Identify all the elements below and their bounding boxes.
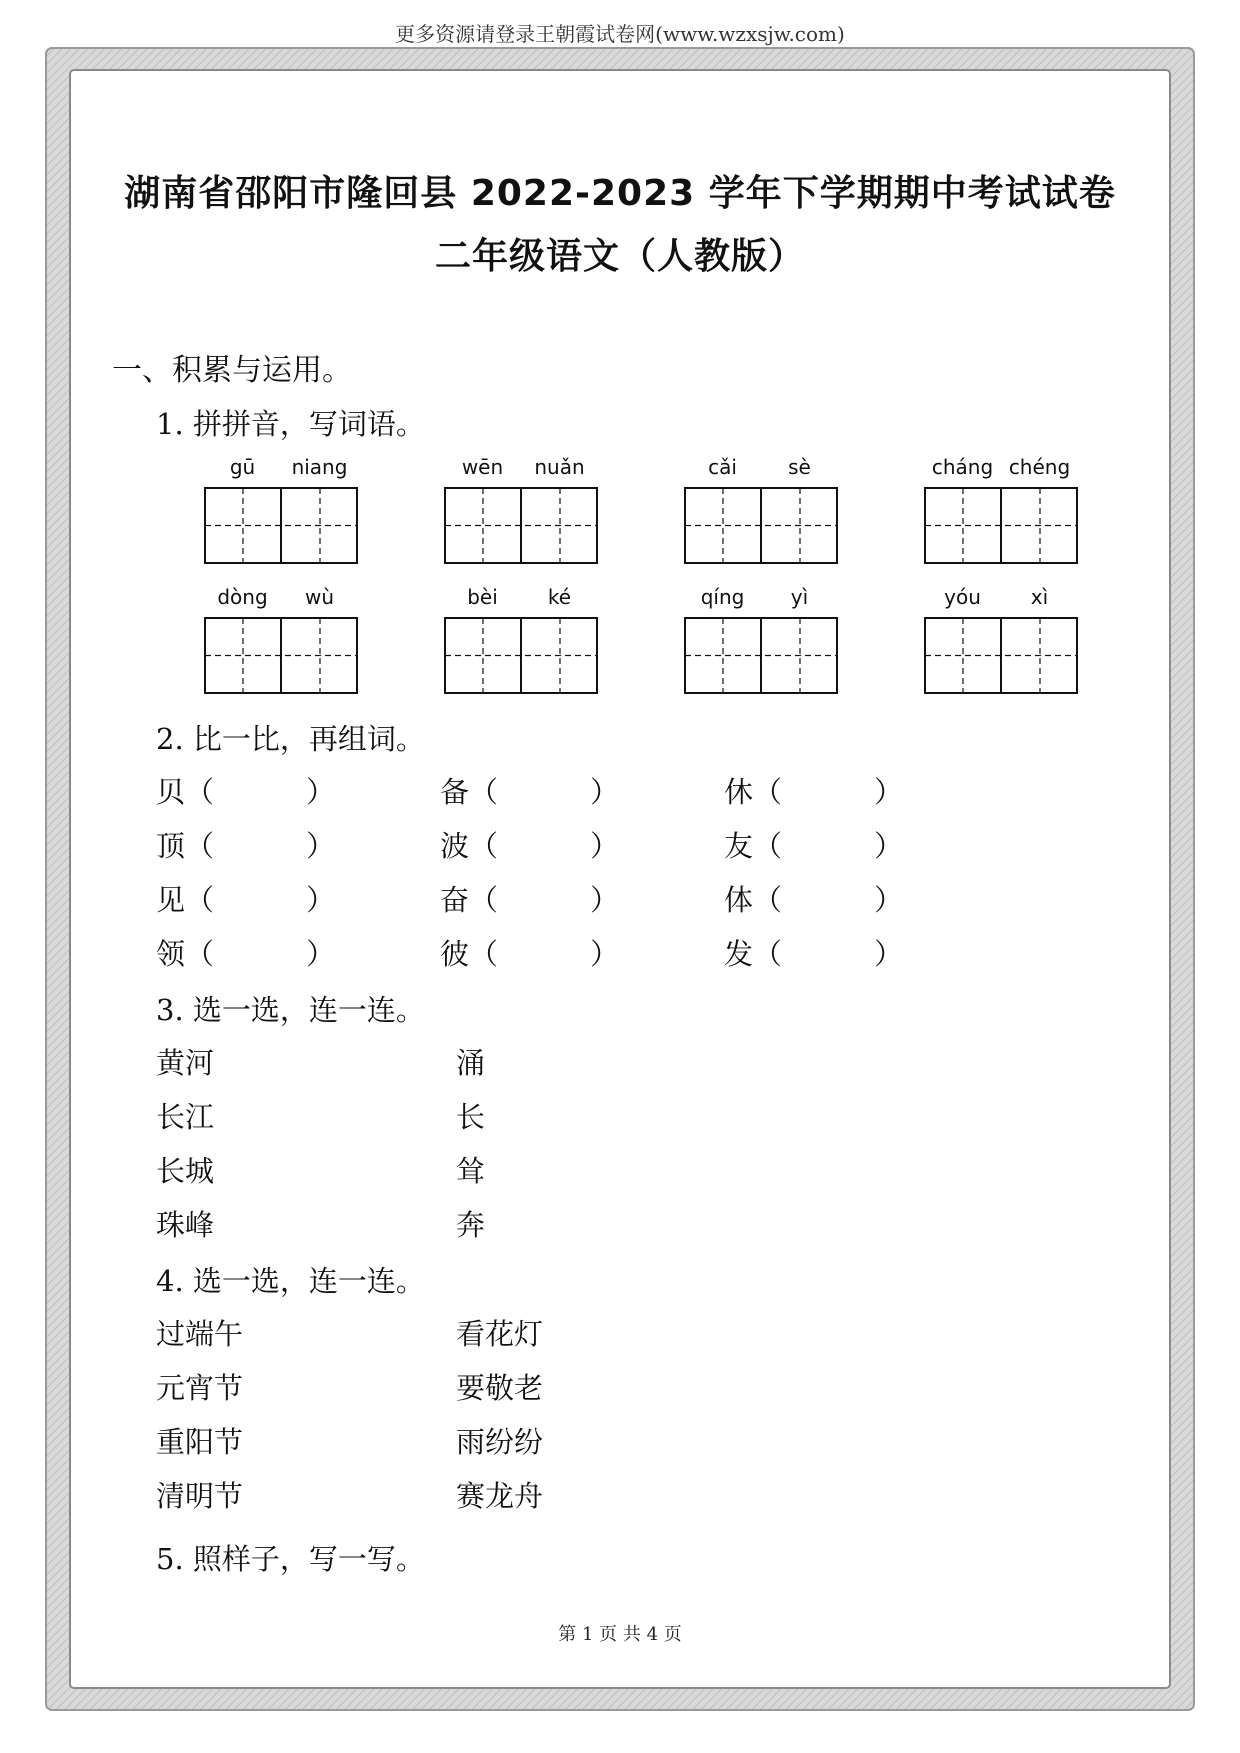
compare-word-blank[interactable]: 贝（ ）	[156, 775, 336, 809]
compare-word-blank[interactable]: 体（ ）	[724, 883, 904, 917]
compare-word-blank[interactable]: 奋（ ）	[440, 883, 620, 917]
tianzige-grid[interactable]	[684, 487, 838, 564]
compare-word-blank[interactable]: 备（ ）	[440, 775, 620, 809]
match-left-item[interactable]: 珠峰	[156, 1208, 215, 1242]
pinyin-item	[204, 455, 358, 485]
match-right-item[interactable]: 要敬老	[456, 1371, 544, 1405]
compare-word-blank[interactable]: 顶（ ）	[156, 829, 336, 863]
match-right-item[interactable]: 雨纷纷	[456, 1425, 544, 1459]
tianzige-grid[interactable]	[204, 617, 358, 694]
question-3-label: 3. 选一选，连一连。	[156, 993, 425, 1027]
tianzige-grid[interactable]	[924, 487, 1078, 564]
pinyin-right: chéng	[1008, 455, 1071, 479]
pinyin-item	[444, 455, 598, 485]
pinyin-right: xì	[1030, 585, 1049, 609]
match-left-item[interactable]: 元宵节	[156, 1371, 244, 1405]
tianzige-grid[interactable]	[924, 617, 1078, 694]
pinyin-item	[924, 455, 1078, 485]
tianzige-grid[interactable]	[684, 617, 838, 694]
pinyin-right: wù	[304, 585, 335, 609]
pinyin-right: yì	[790, 585, 809, 609]
pinyin-item	[684, 585, 838, 615]
pinyin-left: bèi	[467, 585, 498, 609]
section-heading: 一、积累与运用。	[112, 353, 352, 388]
compare-word-blank[interactable]: 彼（ ）	[440, 937, 620, 971]
match-right-item[interactable]: 涌	[456, 1046, 486, 1080]
tianzige-grid[interactable]	[444, 617, 598, 694]
compare-word-blank[interactable]: 波（ ）	[440, 829, 620, 863]
match-left-item[interactable]: 重阳节	[156, 1425, 244, 1459]
pinyin-left: dòng	[217, 585, 268, 609]
pinyin-left: wēn	[461, 455, 504, 479]
pinyin-left: qíng	[700, 585, 745, 609]
question-4-label: 4. 选一选，连一连。	[156, 1264, 425, 1298]
pinyin-left: cháng	[931, 455, 994, 479]
tianzige-grid[interactable]	[444, 487, 598, 564]
pinyin-left: gū	[229, 455, 256, 479]
pinyin-item	[204, 585, 358, 615]
pinyin-right: nuǎn	[534, 455, 585, 479]
pinyin-item	[924, 585, 1078, 615]
match-left-item[interactable]: 长江	[156, 1100, 215, 1134]
match-left-item[interactable]: 黄河	[156, 1046, 215, 1080]
page-footer: 第 1 页 共 4 页	[558, 1624, 682, 1645]
watermark-text: 更多资源请登录王朝霞试卷网(www.wzxsjw.com)	[395, 22, 845, 46]
pinyin-left: yóu	[944, 585, 981, 609]
compare-word-blank[interactable]: 领（ ）	[156, 937, 336, 971]
match-right-item[interactable]: 长	[456, 1100, 486, 1134]
question-1-label: 1. 拼拼音，写词语。	[156, 407, 425, 441]
match-right-item[interactable]: 耸	[456, 1154, 486, 1188]
tianzige-grid[interactable]	[204, 487, 358, 564]
pinyin-right: sè	[788, 455, 811, 479]
question-2-label: 2. 比一比，再组词。	[156, 722, 425, 756]
pinyin-right: ké	[547, 585, 572, 609]
match-right-item[interactable]: 奔	[456, 1208, 486, 1242]
exam-title: 湖南省邵阳市隆回县 2022-2023 学年下学期期中考试试卷	[124, 173, 1116, 214]
pinyin-left: cǎi	[708, 455, 737, 479]
pinyin-item	[444, 585, 598, 615]
match-left-item[interactable]: 长城	[156, 1154, 215, 1188]
compare-word-blank[interactable]: 见（ ）	[156, 883, 336, 917]
match-left-item[interactable]: 过端午	[156, 1317, 244, 1351]
match-right-item[interactable]: 赛龙舟	[456, 1479, 544, 1513]
match-left-item[interactable]: 清明节	[156, 1479, 244, 1513]
compare-word-blank[interactable]: 友（ ）	[724, 829, 904, 863]
question-5-label: 5. 照样子，写一写。	[156, 1542, 425, 1576]
pinyin-right: niang	[291, 455, 348, 479]
pinyin-item	[684, 455, 838, 485]
compare-word-blank[interactable]: 发（ ）	[724, 937, 904, 971]
exam-subtitle: 二年级语文（人教版）	[434, 236, 805, 277]
match-right-item[interactable]: 看花灯	[456, 1317, 544, 1351]
compare-word-blank[interactable]: 休（ ）	[724, 775, 904, 809]
